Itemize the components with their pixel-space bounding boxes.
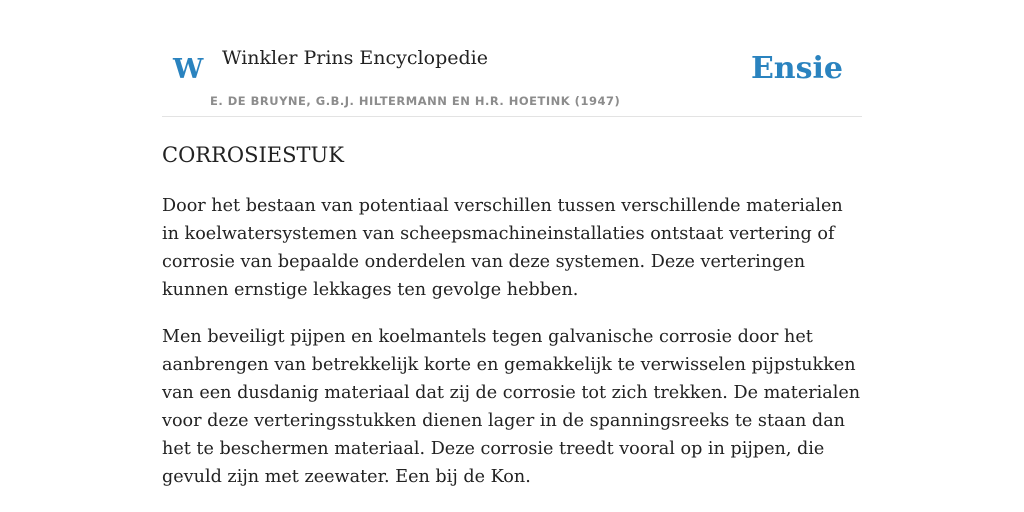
article-paragraph-1: Door het bestaan van potentiaal verschillen tussen verschillende materialen in koelwatersystemen van scheepsmachineinstallaties ontstaat vertering of corrosie van bepaalde onderdelen van deze systemen. Deze verteringen kunnen ernstige lekkages ten gevolge hebben. <box>162 196 843 300</box>
site-title[interactable]: Winkler Prins Encyclopedie <box>222 47 488 69</box>
authors-byline: E. DE BRUYNE, G.B.J. HILTERMANN EN H.R. HOETINK (1947) <box>210 94 621 108</box>
ensie-brand-logo[interactable]: Ensie <box>750 51 843 86</box>
winkler-prins-logo[interactable]: W <box>173 54 204 85</box>
header <box>162 0 862 117</box>
entry-title: CORROSIESTUK <box>162 143 344 167</box>
article-paragraph-2: Men beveiligt pijpen en koelmantels tegen galvanische corrosie door het aanbrengen van betrekkelijk korte en gemakkelijk te verwisselen pijpstukken van een dusdanig materiaal dat zij de corrosie tot zich trekken. De materialen voor deze verteringsstukken dienen lager in de spanningsreeks te staan dan het te beschermen materiaal. Deze corrosie treedt vooral op in pijpen, die gevuld zijn met zeewater. Een bij de Kon. <box>162 327 861 487</box>
